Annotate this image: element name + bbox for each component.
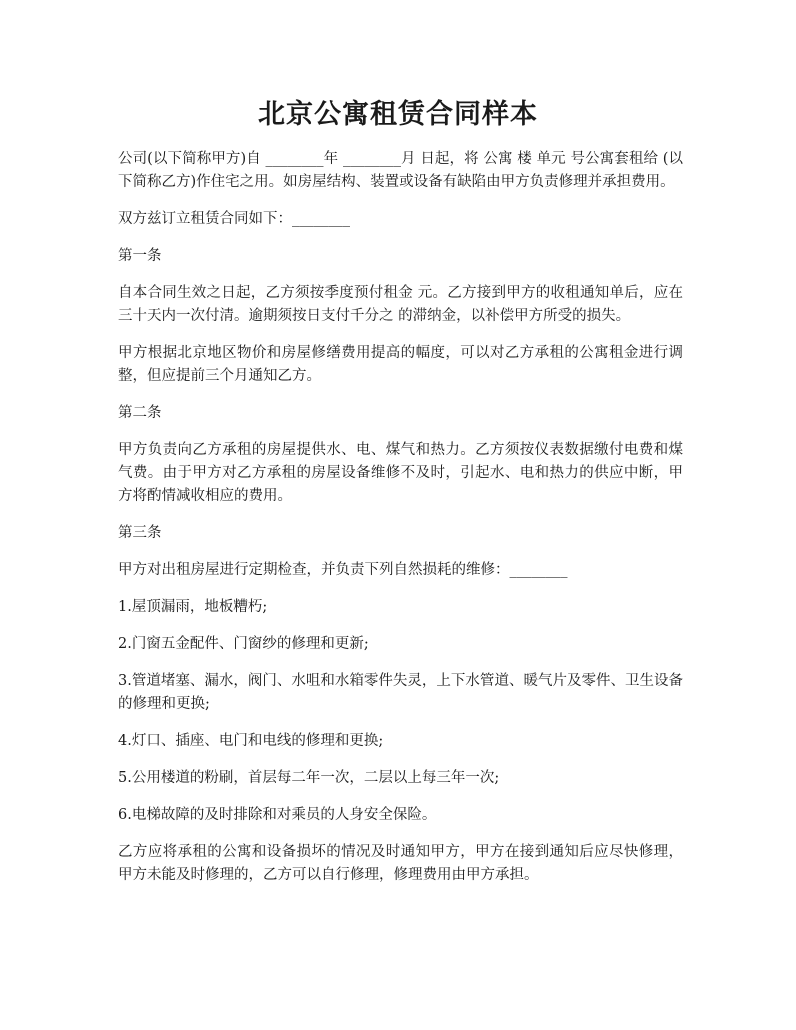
article-1-rent-paragraph: 自本合同生效之日起，乙方须按季度预付租金 元。乙方接到甲方的收租通知单后，应在三十天内一次付清。逾期须按日支付千分之 的滞纳金，以补偿甲方所受的损失。 xyxy=(118,285,683,324)
repair-notice-paragraph: 乙方应将承租的公寓和设备损坏的情况及时通知甲方，甲方在接到通知后应尽快修理，甲方未能及时修理的，乙方可以自行修理，修理费用由甲方承担。 xyxy=(118,844,683,883)
article-2-heading: 第二条 xyxy=(118,405,162,421)
list-item-2: 2.门窗五金配件、门窗纱的修理和更新; xyxy=(118,636,369,652)
list-item-3: 3.管道堵塞、漏水，阀门、水咀和水箱零件失灵，上下水管道、暖气片及零件、卫生设备的修理和更换; xyxy=(118,673,683,712)
article-3-heading: 第三条 xyxy=(118,525,162,541)
list-item-5: 5.公用楼道的粉刷，首层每二年一次，二层以上每三年一次; xyxy=(118,770,500,786)
intro-paragraph: 公司(以下简称甲方)自 ________年 ________月 日起，将 公寓 楼 单元 号公寓套租给 (以下简称乙方)作住宅之用。如房屋结构、装置或设备有缺陷由甲方负责修理并承担费用。 xyxy=(118,151,683,190)
document-title: 北京公寓租赁合同样本 xyxy=(258,99,538,130)
article-2-utilities-paragraph: 甲方负责向乙方承租的房屋提供水、电、煤气和热力。乙方须按仪表数据缴付电费和煤气费。由于甲方对乙方承租的房屋设备维修不及时，引起水、电和热力的供应中断，甲方将酌情减收相应的费用。 xyxy=(118,442,683,504)
article-3-inspection-paragraph: 甲方对出租房屋进行定期检查，并负责下列自然损耗的维修：________ xyxy=(118,562,568,578)
list-item-6: 6.电梯故障的及时排除和对乘员的人身安全保险。 xyxy=(118,807,437,823)
agreement-statement: 双方兹订立租赁合同如下：________ xyxy=(118,211,350,227)
document-body xyxy=(118,148,683,901)
list-item-1: 1.屋顶漏雨，地板糟朽; xyxy=(118,599,268,615)
article-1-heading: 第一条 xyxy=(118,248,162,264)
list-item-4: 4.灯口、插座、电门和电线的修理和更换; xyxy=(118,733,384,749)
article-1-adjustment-paragraph: 甲方根据北京地区物价和房屋修缮费用提高的幅度，可以对乙方承租的公寓租金进行调整，但应提前三个月通知乙方。 xyxy=(118,345,683,384)
